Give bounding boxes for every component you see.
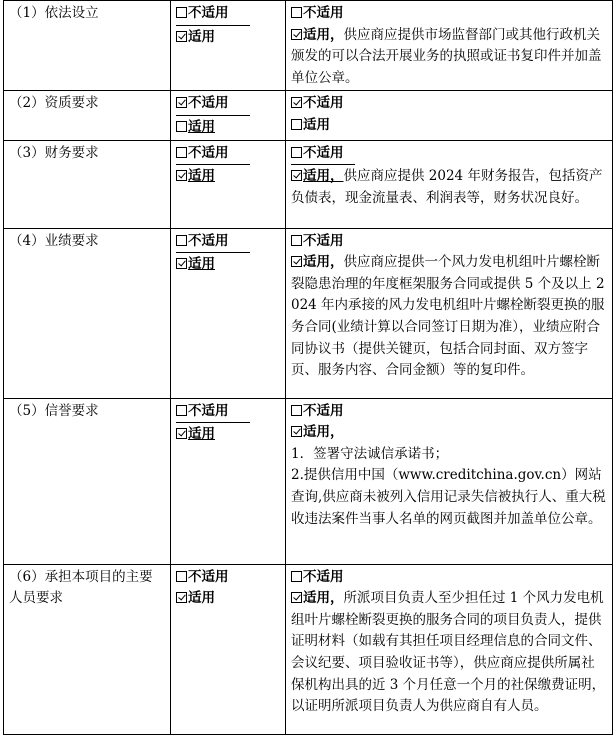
requirement-name: （6）承担本项目的主要人员要求 bbox=[9, 568, 153, 607]
option-label: 适用 bbox=[303, 116, 330, 133]
option-label: 不适用 bbox=[303, 568, 344, 585]
table-row bbox=[4, 140, 613, 228]
checkbox-unchecked-icon[interactable] bbox=[176, 235, 187, 246]
checkbox-checked-icon[interactable] bbox=[176, 428, 187, 439]
checkbox-checked-icon[interactable] bbox=[291, 97, 302, 108]
option-label: 不适用 bbox=[188, 402, 229, 419]
option-not-applicable[interactable] bbox=[291, 3, 608, 25]
option-label: 适用 bbox=[188, 590, 215, 607]
requirement-name-cell bbox=[4, 140, 171, 228]
option-not-applicable[interactable] bbox=[291, 93, 608, 115]
option-applicable[interactable] bbox=[176, 254, 281, 276]
list-item: 2.提供信用中国（www.creditchina.gov.cn）网站查询,供应商未被列入信用记录失信被执行人、重大税收违法案件当事人名单的网页截图并加盖单位公章。 bbox=[291, 467, 606, 527]
option-not-applicable[interactable] bbox=[176, 3, 250, 26]
requirement-name-cell bbox=[4, 91, 171, 140]
option-label: 适用 bbox=[188, 426, 215, 443]
requirement-name: （3）财务要求 bbox=[9, 144, 99, 161]
checkbox-checked-icon[interactable] bbox=[176, 592, 187, 603]
checkbox-unchecked-icon[interactable] bbox=[291, 147, 302, 158]
checkbox-checked-icon[interactable] bbox=[176, 31, 187, 42]
detail-prefix: 适用， bbox=[303, 168, 344, 185]
option-not-applicable[interactable] bbox=[291, 567, 608, 589]
option-label: 不适用 bbox=[188, 144, 229, 161]
detail-body: 供应商应提供 2024 年财务报告，包括资产负债表，现金流量表、利润表等，财务状况良好。 bbox=[291, 168, 603, 206]
option-label: 适用 bbox=[188, 256, 215, 273]
detail-prefix: 适用， bbox=[303, 26, 344, 43]
option-cell bbox=[171, 91, 286, 140]
option-cell bbox=[171, 140, 286, 228]
table-row bbox=[4, 228, 613, 398]
checkbox-unchecked-icon[interactable] bbox=[291, 235, 302, 246]
table-row bbox=[4, 564, 613, 734]
qualification-table bbox=[3, 0, 613, 735]
detail-text bbox=[291, 166, 608, 209]
requirement-name-cell bbox=[4, 398, 171, 564]
option-applicable[interactable] bbox=[176, 588, 281, 610]
option-not-applicable[interactable] bbox=[291, 143, 355, 166]
option-label: 不适用 bbox=[303, 5, 344, 21]
option-label: 不适用 bbox=[188, 232, 229, 249]
detail-text bbox=[291, 25, 608, 90]
requirement-name-cell bbox=[4, 564, 171, 734]
detail-cell bbox=[286, 1, 613, 91]
list-item: 1．签署守法诚信承诺书； bbox=[291, 445, 449, 462]
checkbox-unchecked-icon[interactable] bbox=[291, 571, 302, 582]
option-cell bbox=[171, 564, 286, 734]
detail-body: 所派项目负责人至少担任过 1 个风力发电机组叶片螺栓断裂更换的服务合同的项目负责人，提供证明材料（如载有其担任项目经理信息的合同文件、会议纪要、项目验收证书等），供应商应提供所属社保机构出具的近 3 个月任意一个月的社保缴费证明，以证明所派项目负责人为供应商自有人员。 bbox=[291, 590, 606, 715]
option-label: 不适用 bbox=[188, 568, 229, 585]
option-applicable[interactable] bbox=[176, 27, 281, 49]
option-applicable[interactable] bbox=[291, 115, 608, 137]
checkbox-unchecked-icon[interactable] bbox=[291, 7, 302, 18]
checkbox-unchecked-icon[interactable] bbox=[176, 571, 187, 582]
checkbox-checked-icon[interactable] bbox=[291, 256, 302, 267]
detail-text bbox=[291, 422, 608, 444]
checkbox-checked-icon[interactable] bbox=[176, 258, 187, 269]
checkbox-unchecked-icon[interactable] bbox=[176, 147, 187, 158]
option-label: 不适用 bbox=[188, 5, 229, 21]
checkbox-unchecked-icon[interactable] bbox=[291, 405, 302, 416]
checkbox-unchecked-icon[interactable] bbox=[176, 405, 187, 416]
checkbox-checked-icon[interactable] bbox=[291, 426, 302, 437]
option-not-applicable[interactable] bbox=[291, 401, 608, 423]
option-label: 适用 bbox=[188, 28, 215, 45]
option-applicable[interactable] bbox=[176, 424, 281, 446]
checkbox-checked-icon[interactable] bbox=[176, 97, 187, 108]
requirement-name-cell bbox=[4, 228, 171, 398]
option-label: 不适用 bbox=[188, 95, 229, 112]
option-label: 不适用 bbox=[303, 144, 344, 161]
detail-cell bbox=[286, 140, 613, 228]
requirement-name: （1）依法设立 bbox=[9, 5, 99, 21]
requirement-name: （2）资质要求 bbox=[9, 95, 99, 112]
option-not-applicable[interactable] bbox=[176, 143, 250, 166]
option-label: 不适用 bbox=[303, 232, 344, 249]
option-not-applicable[interactable] bbox=[176, 567, 281, 589]
checkbox-checked-icon[interactable] bbox=[291, 170, 302, 181]
option-not-applicable[interactable] bbox=[176, 93, 250, 116]
checkbox-checked-icon[interactable] bbox=[291, 592, 302, 603]
option-cell bbox=[171, 1, 286, 91]
detail-text bbox=[291, 252, 608, 382]
table-row bbox=[4, 1, 613, 91]
detail-prefix: 适用， bbox=[303, 424, 344, 441]
option-cell bbox=[171, 228, 286, 398]
option-not-applicable[interactable] bbox=[176, 401, 250, 424]
table-row bbox=[4, 398, 613, 564]
requirement-name: （5）信誉要求 bbox=[9, 402, 99, 419]
checkbox-unchecked-icon[interactable] bbox=[176, 7, 187, 18]
option-applicable[interactable] bbox=[176, 166, 281, 188]
detail-cell bbox=[286, 398, 613, 564]
option-label: 适用 bbox=[188, 168, 215, 185]
detail-prefix: 适用， bbox=[303, 590, 344, 607]
option-label: 不适用 bbox=[303, 95, 344, 112]
detail-body: 供应商应提供一个风力发电机组叶片螺栓断裂隐患治理的年度框架服务合同或提供 5 个及以上 2024 年内承接的风力发电机组叶片螺栓断裂更换的服务合同(业绩计算以合同签订日期为准），业绩应附合同协议书（提供关键页，包括合同封面、双方签字页、服务内容、合同金额）等的复印件。 bbox=[291, 254, 605, 379]
option-label: 不适用 bbox=[303, 402, 344, 419]
option-not-applicable[interactable] bbox=[291, 231, 608, 253]
checkbox-unchecked-icon[interactable] bbox=[291, 119, 302, 130]
checkbox-unchecked-icon[interactable] bbox=[176, 121, 187, 132]
table-row bbox=[4, 91, 613, 140]
detail-text bbox=[291, 588, 608, 718]
detail-body: 供应商应提供市场监督部门或其他行政机关颁发的可以合法开展业务的执照或证书复印件并加盖单位公章。 bbox=[291, 26, 602, 86]
option-cell bbox=[171, 398, 286, 564]
detail-cell bbox=[286, 228, 613, 398]
detail-cell bbox=[286, 91, 613, 140]
option-not-applicable[interactable] bbox=[176, 231, 250, 254]
option-label: 适用 bbox=[188, 118, 215, 135]
detail-cell bbox=[286, 564, 613, 734]
requirement-name-cell bbox=[4, 1, 171, 91]
checkbox-checked-icon[interactable] bbox=[291, 29, 302, 40]
checkbox-checked-icon[interactable] bbox=[176, 170, 187, 181]
option-applicable[interactable] bbox=[176, 117, 281, 139]
requirement-name: （4）业绩要求 bbox=[9, 232, 99, 249]
detail-prefix: 适用， bbox=[303, 254, 344, 271]
